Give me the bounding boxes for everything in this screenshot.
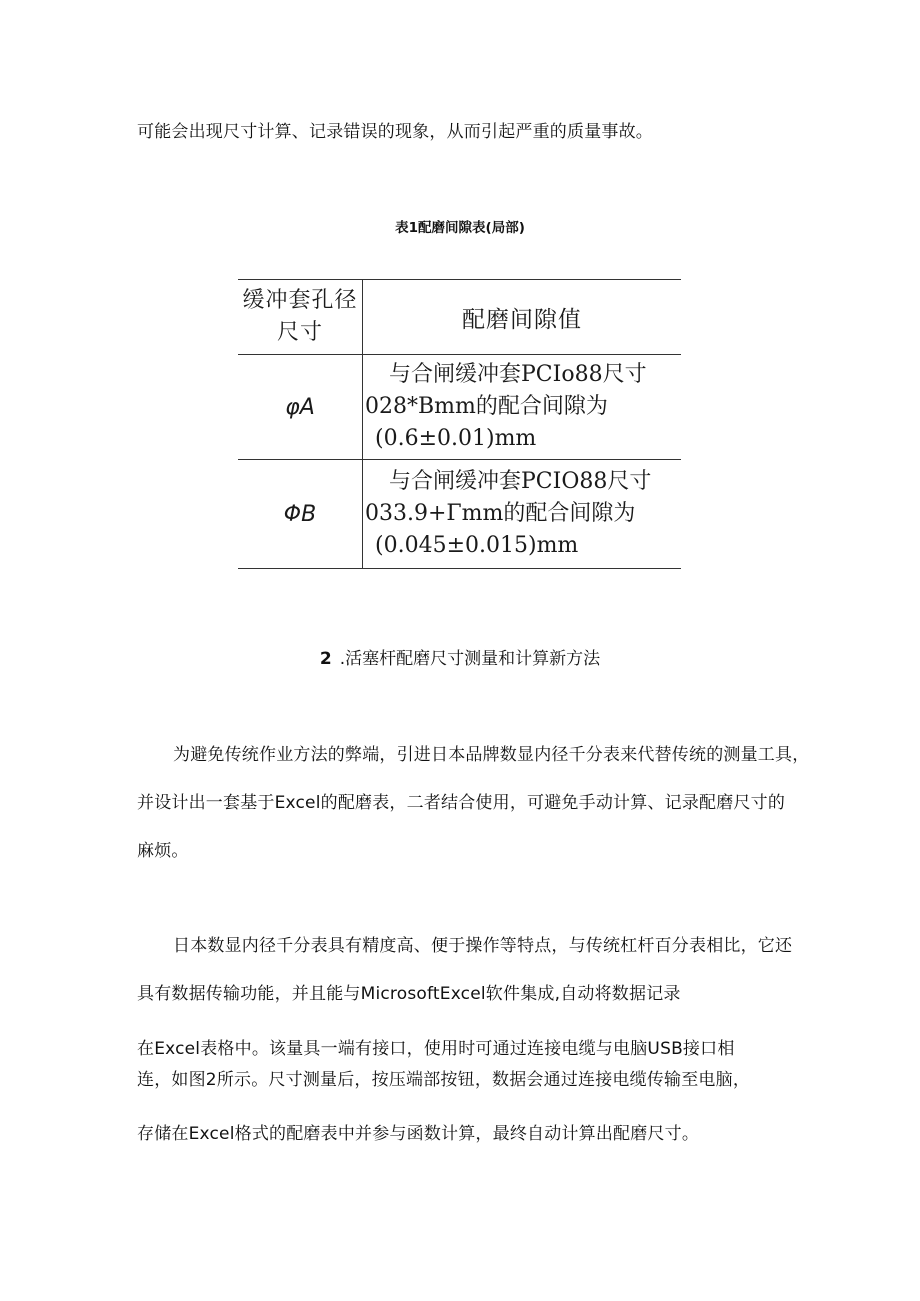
- section-number: 2: [319, 649, 332, 669]
- gap-table: [238, 279, 681, 569]
- intro-text: 可能会出现尺寸计算、记录错误的现象，从而引起严重的质量事故。: [137, 122, 653, 142]
- symbol-phi-b: ΦB: [283, 501, 317, 527]
- table-row: [238, 355, 681, 460]
- paragraph2-line4: 连，如图2所示。尺寸测量后，按压端部按钮，数据会通过连接电缆传输至电脑，: [137, 1070, 751, 1090]
- paragraph2-line3: 在Excel表格中。该量具一端有接口，使用时可通过连接电缆与电脑USB接口相: [137, 1039, 735, 1059]
- paragraph1-line2: 并设计出一套基于Excel的配磨表，二者结合使用，可避免手动计算、记录配磨尺寸的: [137, 793, 786, 813]
- header-col2-label: 配磨间隙值: [462, 306, 582, 333]
- paragraph2-line2: 具有数据传输功能，并且能与MicrosoftExcel软件集成,自动将数据记录: [137, 984, 681, 1004]
- header-col1-line2: 尺寸: [276, 320, 323, 345]
- gap-line1: 与合闸缓冲套PCIo88尺寸: [389, 362, 647, 387]
- gap-line2: 033.9+Γmm的配合间隙为: [365, 501, 636, 526]
- cell-symbol: [238, 355, 363, 460]
- paragraph1-line3: 麻烦。: [137, 841, 189, 861]
- gap-line3: (0.6±0.01)mm: [375, 426, 537, 451]
- table-caption: 表1配磨间隙表(局部): [395, 220, 525, 236]
- symbol-phi-a: φA: [285, 394, 315, 420]
- paragraph2-line1: 日本数显内径千分表具有精度高、便于操作等特点，与传统杠杆百分表相比，它还: [173, 936, 793, 956]
- table-row: [238, 460, 681, 569]
- cell-gap-value: [363, 355, 682, 460]
- gap-line3: (0.045±0.015)mm: [375, 533, 579, 558]
- table-header-row: [238, 280, 681, 355]
- cell-gap-value: [363, 460, 682, 569]
- section-title: .活塞杆配磨尺寸测量和计算新方法: [339, 649, 601, 669]
- gap-line1: 与合闸缓冲套PCIO88尺寸: [389, 469, 652, 494]
- paragraph2-line5: 存储在Excel格式的配磨表中并参与函数计算，最终自动计算出配磨尺寸。: [137, 1124, 700, 1144]
- cell-symbol: [238, 460, 363, 569]
- header-col1-line1: 缓冲套孔径: [242, 288, 358, 313]
- header-col-hole-size: [238, 280, 363, 355]
- gap-line2: 028*Bmm的配合间隙为: [365, 394, 608, 419]
- header-col-gap-value: [363, 280, 682, 355]
- paragraph1-line1: 为避免传统作业方法的弊端，引进日本品牌数显内径千分表来代替传统的测量工具，: [173, 745, 810, 765]
- section-heading: [0, 648, 920, 670]
